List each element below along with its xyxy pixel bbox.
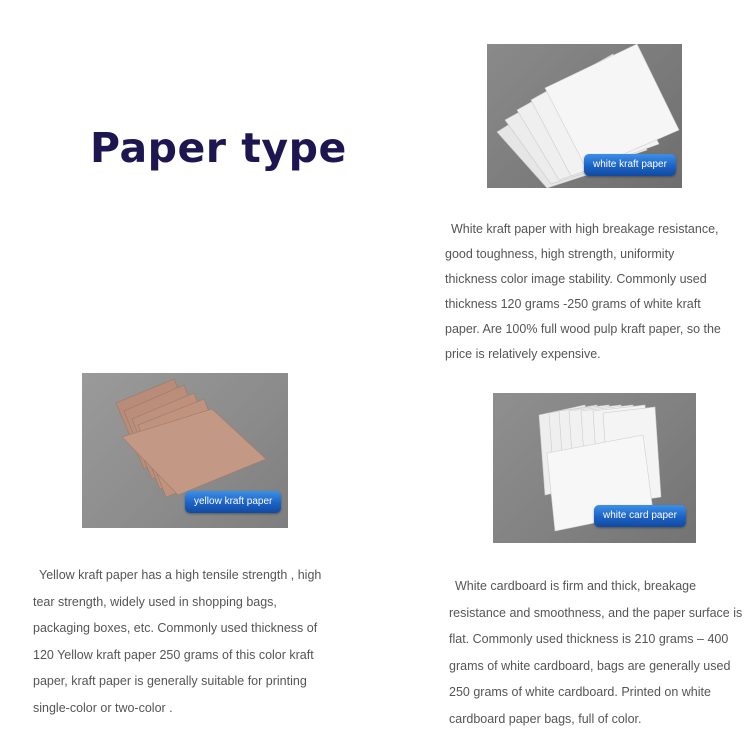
- yellow-kraft-paper-badge: yellow kraft paper: [185, 491, 281, 513]
- yellow-kraft-paper-photo: [82, 373, 288, 528]
- white-card-paper-description: White cardboard is firm and thick, breakage resistance and smoothness, and the paper surface is flat. Commonly used thickness is 210 grams – 400 grams of white cardboard, bags are generally used 250 grams of white cardboard. Printed on white cardboard paper bags, full of color.: [449, 579, 743, 726]
- white-kraft-paper-photo: [487, 44, 682, 188]
- white-kraft-paper-description: White kraft paper with high breakage resistance, good toughness, high strength, uniformity thickness color image stability. Commonly used thickness 120 grams -250 grams of white kraft paper. Are 100% full wood pulp kraft paper, so the price is relatively expensive.: [445, 222, 721, 361]
- page-title: Paper type: [90, 124, 347, 172]
- white-card-paper-photo: [493, 393, 696, 543]
- white-kraft-paper-badge: white kraft paper: [584, 154, 676, 176]
- white-card-paper-badge: white card paper: [594, 505, 686, 527]
- yellow-kraft-paper-description: Yellow kraft paper has a high tensile strength , high tear strength, widely used in shopping bags, packaging boxes, etc. Commonly used thickness of 120 Yellow kraft paper 250 grams of this color kraft paper, kraft paper is generally suitable for printing single-color or two-color .: [33, 568, 322, 715]
